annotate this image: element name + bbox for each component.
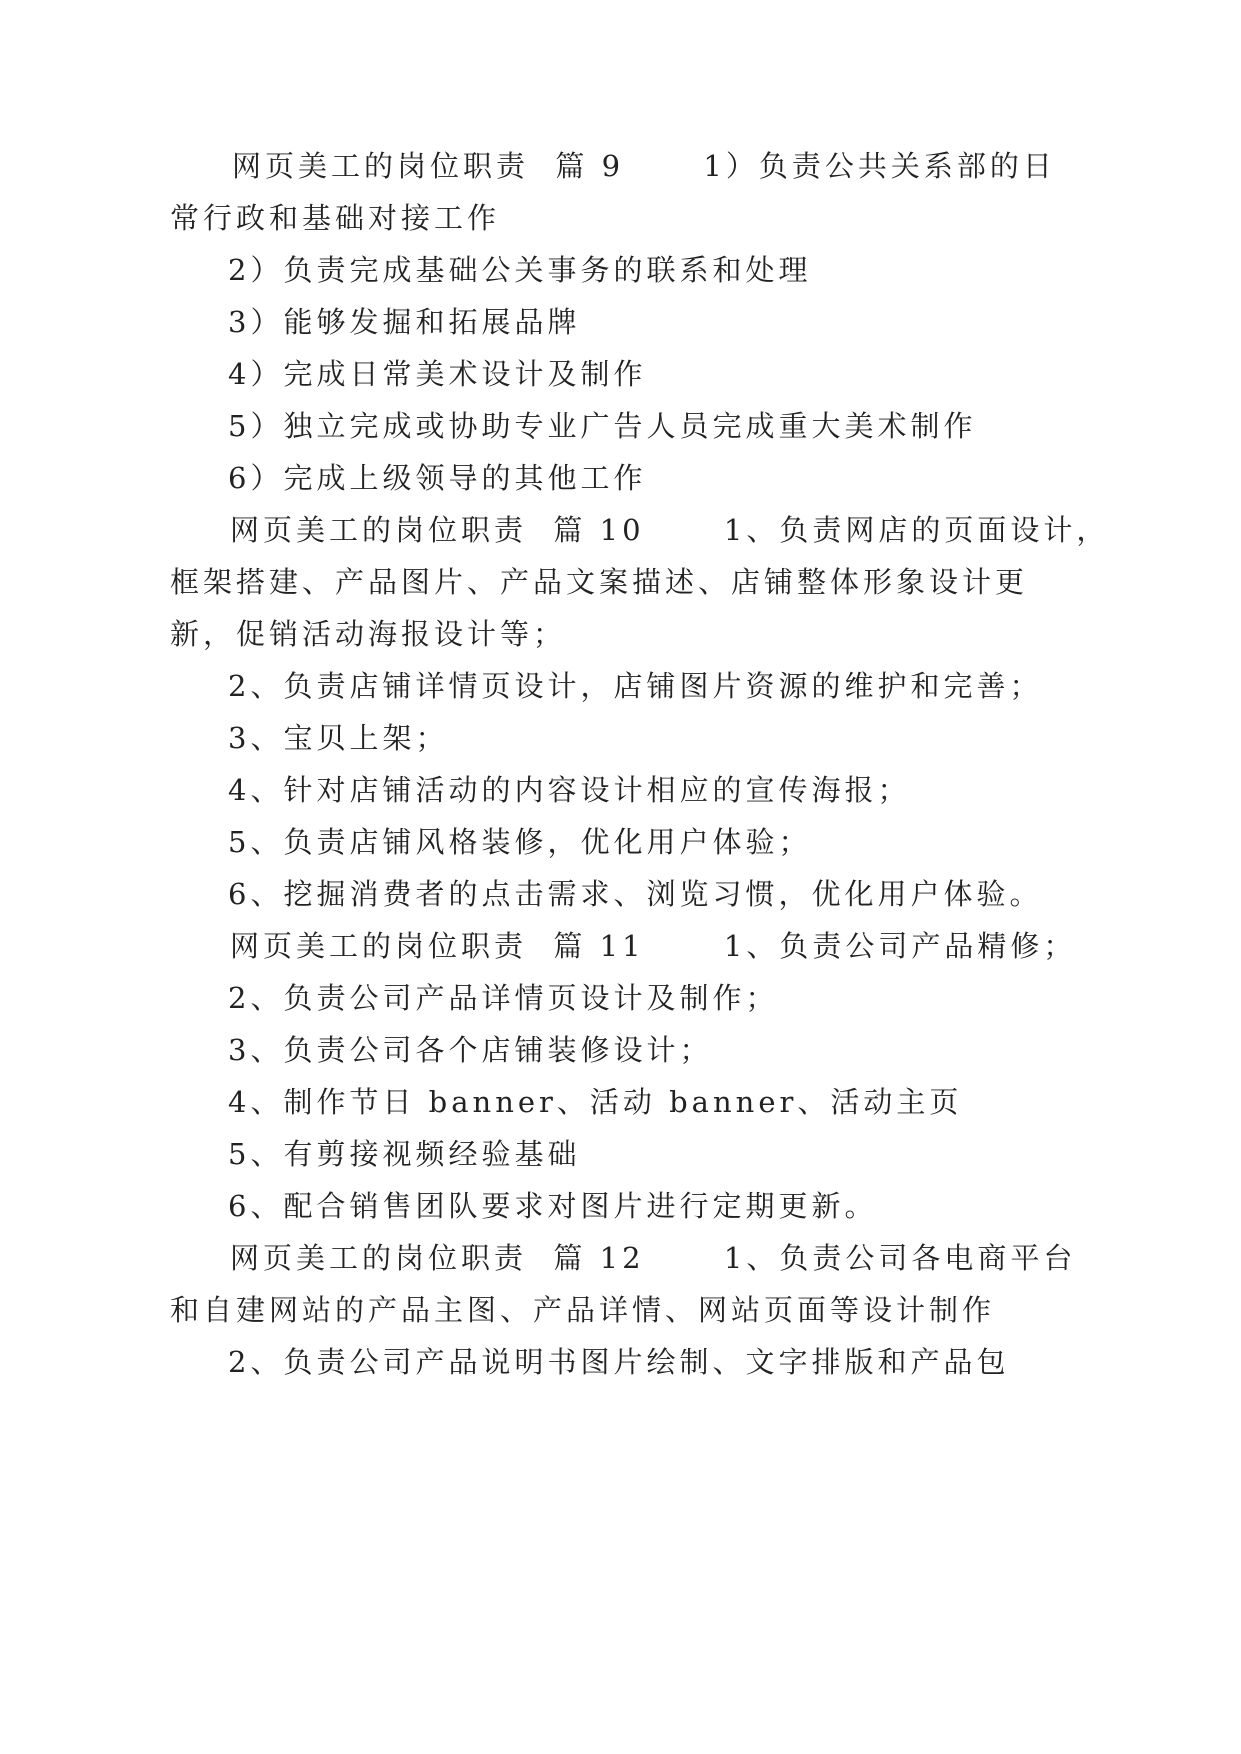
text-line: 5）独立完成或协助专业广告人员完成重大美术制作 <box>228 409 977 443</box>
text-line: 3）能够发掘和拓展品牌 <box>228 305 581 339</box>
text-line: 2）负责完成基础公关事务的联系和处理 <box>228 253 812 287</box>
text-line: 网页美工的岗位职责 篇 10 1、负责网店的页面设计， <box>230 513 1110 547</box>
text-line: 3、宝贝上架； <box>228 721 449 755</box>
text-line: 2、负责公司产品说明书图片绘制、文字排版和产品包 <box>228 1345 1010 1379</box>
text-line: 4、制作节日 banner、活动 banner、活动主页 <box>228 1085 963 1119</box>
text-line: 4）完成日常美术设计及制作 <box>228 357 647 391</box>
text-line: 框架搭建、产品图片、产品文案描述、店铺整体形象设计更 <box>170 565 1029 599</box>
text-line: 和自建网站的产品主图、产品详情、网站页面等设计制作 <box>170 1293 996 1327</box>
text-line: 6、挖掘消费者的点击需求、浏览习惯，优化用户体验。 <box>228 877 1043 911</box>
text-line: 4、针对店铺活动的内容设计相应的宣传海报； <box>228 773 911 807</box>
text-line: 网页美工的岗位职责 篇 12 1、负责公司各电商平台 <box>230 1241 1077 1275</box>
text-line: 5、负责店铺风格装修，优化用户体验； <box>228 825 812 859</box>
text-line: 网页美工的岗位职责 篇 11 1、负责公司产品精修； <box>230 929 1077 963</box>
text-line: 2、负责公司产品详情页设计及制作； <box>228 981 779 1015</box>
text-line: 6）完成上级领导的其他工作 <box>228 461 647 495</box>
text-line: 6、配合销售团队要求对图片进行定期更新。 <box>228 1189 878 1223</box>
text-line: 3、负责公司各个店铺装修设计； <box>228 1033 713 1067</box>
text-line: 5、有剪接视频经验基础 <box>228 1137 581 1171</box>
text-line: 2、负责店铺详情页设计，店铺图片资源的维护和完善； <box>228 669 1043 703</box>
text-line: 新，促销活动海报设计等； <box>170 617 567 651</box>
text-line: 网页美工的岗位职责 篇 9 1）负责公共关系部的日 <box>232 149 1056 183</box>
text-line: 常行政和基础对接工作 <box>170 201 501 235</box>
